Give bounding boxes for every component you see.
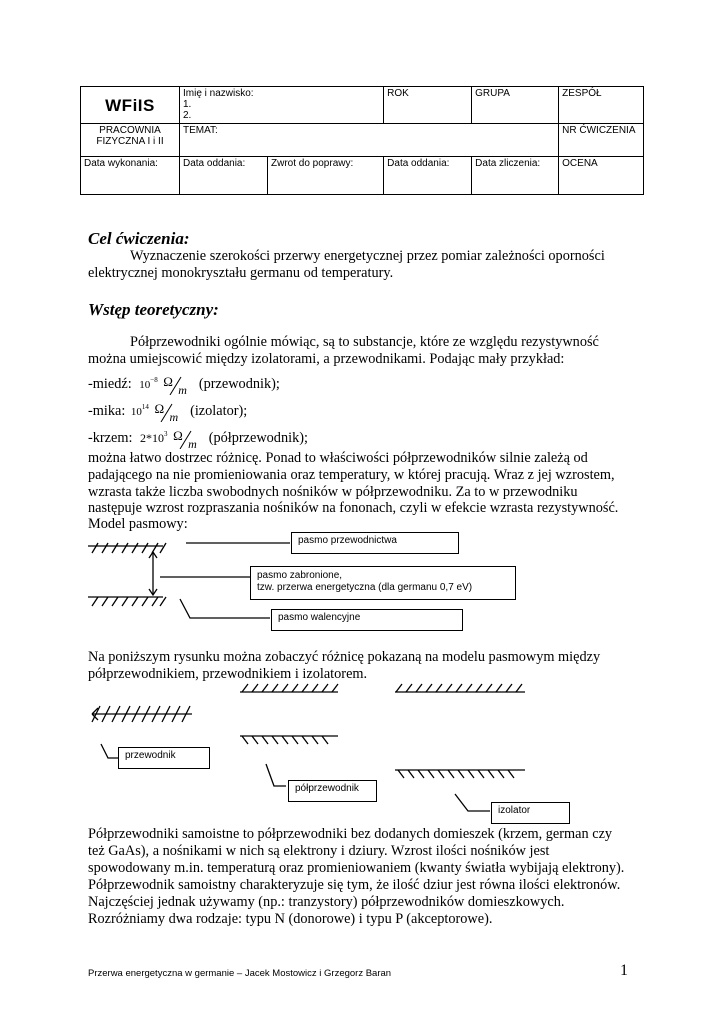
example-base: 10 <box>130 405 142 418</box>
insulator-lower-hatch <box>398 770 514 778</box>
name-2: 2. <box>183 110 192 121</box>
rok-cell: ROK <box>384 87 472 124</box>
ocena-cell: OCENA <box>559 157 644 195</box>
nr-cell: NR ĆWICZENIA <box>559 124 644 157</box>
p3-line2: półprzewodnikiem, przewodnikiem i izolatorem. <box>88 666 368 682</box>
wstep-p2-line3: wzrasta także liczba swobodnych nośników w półprzewodniku. Za to w przewodniku <box>88 484 578 500</box>
band-gap-line2: tzw. przerwa energetyczna (dla germanu 0,7 eV) <box>257 582 473 593</box>
p4-line4: Półprzewodnik samoistny charakteryzuje się tym, że ilość dziur jest równa ilości elektronów. <box>88 877 621 893</box>
example-label: -mika: <box>88 402 126 419</box>
pracownia-line1: PRACOWNIA <box>99 125 161 136</box>
p3-line1: Na poniższym rysunku można zobaczyć różnicę pokazaną na modelu pasmowym między <box>88 649 601 665</box>
pracownia-line2: FIZYCZNA I i II <box>96 136 164 147</box>
p4-line1: Półprzewodniki samoistne to półprzewodniki bez dodanych domieszek (krzem, german czy <box>88 826 613 842</box>
conductor-box: przewodnik <box>118 747 210 769</box>
example-exp: 14 <box>141 403 149 411</box>
example-desc: (przewodnik); <box>198 375 280 392</box>
page-footer: Przerwa energetyczna w germanie – Jacek Mostowicz i Grzegorz Baran <box>88 968 392 979</box>
unit-den: m <box>169 409 179 424</box>
wstep-p2-line4: następuje wzrost rozpraszania nośników na fononach, czyli w efekcie wzrasta rezystywność. <box>88 500 619 516</box>
band-gap-line1: pasmo zabronione, <box>257 570 343 581</box>
conductor-connector <box>101 744 118 758</box>
p4-line6: Rozróżniamy dwa rodzaje: typu N (donorowe) i typu P (akceptorowe). <box>88 911 493 927</box>
example-label: -krzem: <box>88 429 133 446</box>
insulator-box: izolator <box>491 802 570 824</box>
semiconductor-upper-hatch <box>242 684 338 692</box>
name-label: Imię i nazwisko: <box>183 88 254 99</box>
grupa-cell: GRUPA <box>472 87 559 124</box>
conduction-band-box: pasmo przewodnictwa <box>291 532 459 554</box>
unit-num: Ω <box>154 400 165 416</box>
unit-den: m <box>178 382 187 397</box>
wfiis-logo: WFiIS <box>81 87 180 124</box>
p4-line2: też GaAs), a nośnikami w nich są elektrony i dziury. Wzrost ilości nośników jest <box>88 843 550 859</box>
example-base: 2*10 <box>140 430 165 445</box>
zespol-cell: ZESPÓŁ <box>559 87 644 124</box>
zwrot-cell: Zwrot do poprawy: <box>268 157 384 195</box>
p4-line3: spowodowany m.in. temperaturą oraz promieniowaniem (kwanty światła wybijają elektrony). <box>88 860 625 876</box>
temat-cell: TEMAT: <box>180 124 559 157</box>
unit-num: Ω <box>163 373 173 389</box>
insulator-connector <box>455 794 490 811</box>
wstep-p2-line2: padającego na nie promieniowania oraz temperatury, w której pracują. Wraz z jej wzrostem, <box>88 467 615 483</box>
example-label: -miedź: <box>88 375 132 392</box>
wstep-p1-line1: Półprzewodniki ogólnie mówiąc, są to substancje, które ze względu rezystywność <box>130 334 599 350</box>
data-zliczenia-cell: Data zliczenia: <box>472 157 559 195</box>
semiconductor-box: półprzewodnik <box>288 780 377 802</box>
unit-den: m <box>188 436 197 451</box>
name-1: 1. <box>183 99 192 110</box>
cel-heading: Cel ćwiczenia: <box>88 229 190 248</box>
example-exp: −8 <box>150 376 158 384</box>
data-wykonania-cell: Data wykonania: <box>81 157 180 195</box>
example-desc: (izolator); <box>190 402 248 419</box>
page-number: 1 <box>620 962 628 979</box>
valence-band-box: pasmo walencyjne <box>271 609 463 631</box>
semiconductor-connector <box>266 764 286 786</box>
wstep-p2-line1: można łatwo dostrzec różnicę. Ponad to właściwości półprzewodników silnie zależą od <box>88 450 588 466</box>
wstep-p2-line5: Model pasmowy: <box>88 516 188 532</box>
unit-num: Ω <box>173 427 183 443</box>
insulator-upper-hatch <box>396 684 522 692</box>
data-oddania-cell-1: Data oddania: <box>180 157 268 195</box>
wstep-p1-line2: można umiejscowić między izolatorami, a przewodnikami. Podając mały przykład: <box>88 351 565 367</box>
example-exp: 3 <box>164 430 168 438</box>
example-desc: (półprzewodnik); <box>208 429 308 446</box>
cel-line2: elektrycznej monokryształu germanu od temperatury. <box>88 265 394 281</box>
p4-line5: Najczęściej jednak używamy (np.: tranzystory) półprzewodników domieszkowych. <box>88 894 565 910</box>
example-base: 10 <box>139 378 151 391</box>
wstep-heading: Wstęp teoretyczny: <box>88 300 219 319</box>
semiconductor-lower-hatch <box>242 736 328 744</box>
data-oddania-cell-2: Data oddania: <box>384 157 472 195</box>
cel-line1: Wyznaczenie szerokości przerwy energetycznej przez pomiar zależności oporności <box>130 248 605 264</box>
